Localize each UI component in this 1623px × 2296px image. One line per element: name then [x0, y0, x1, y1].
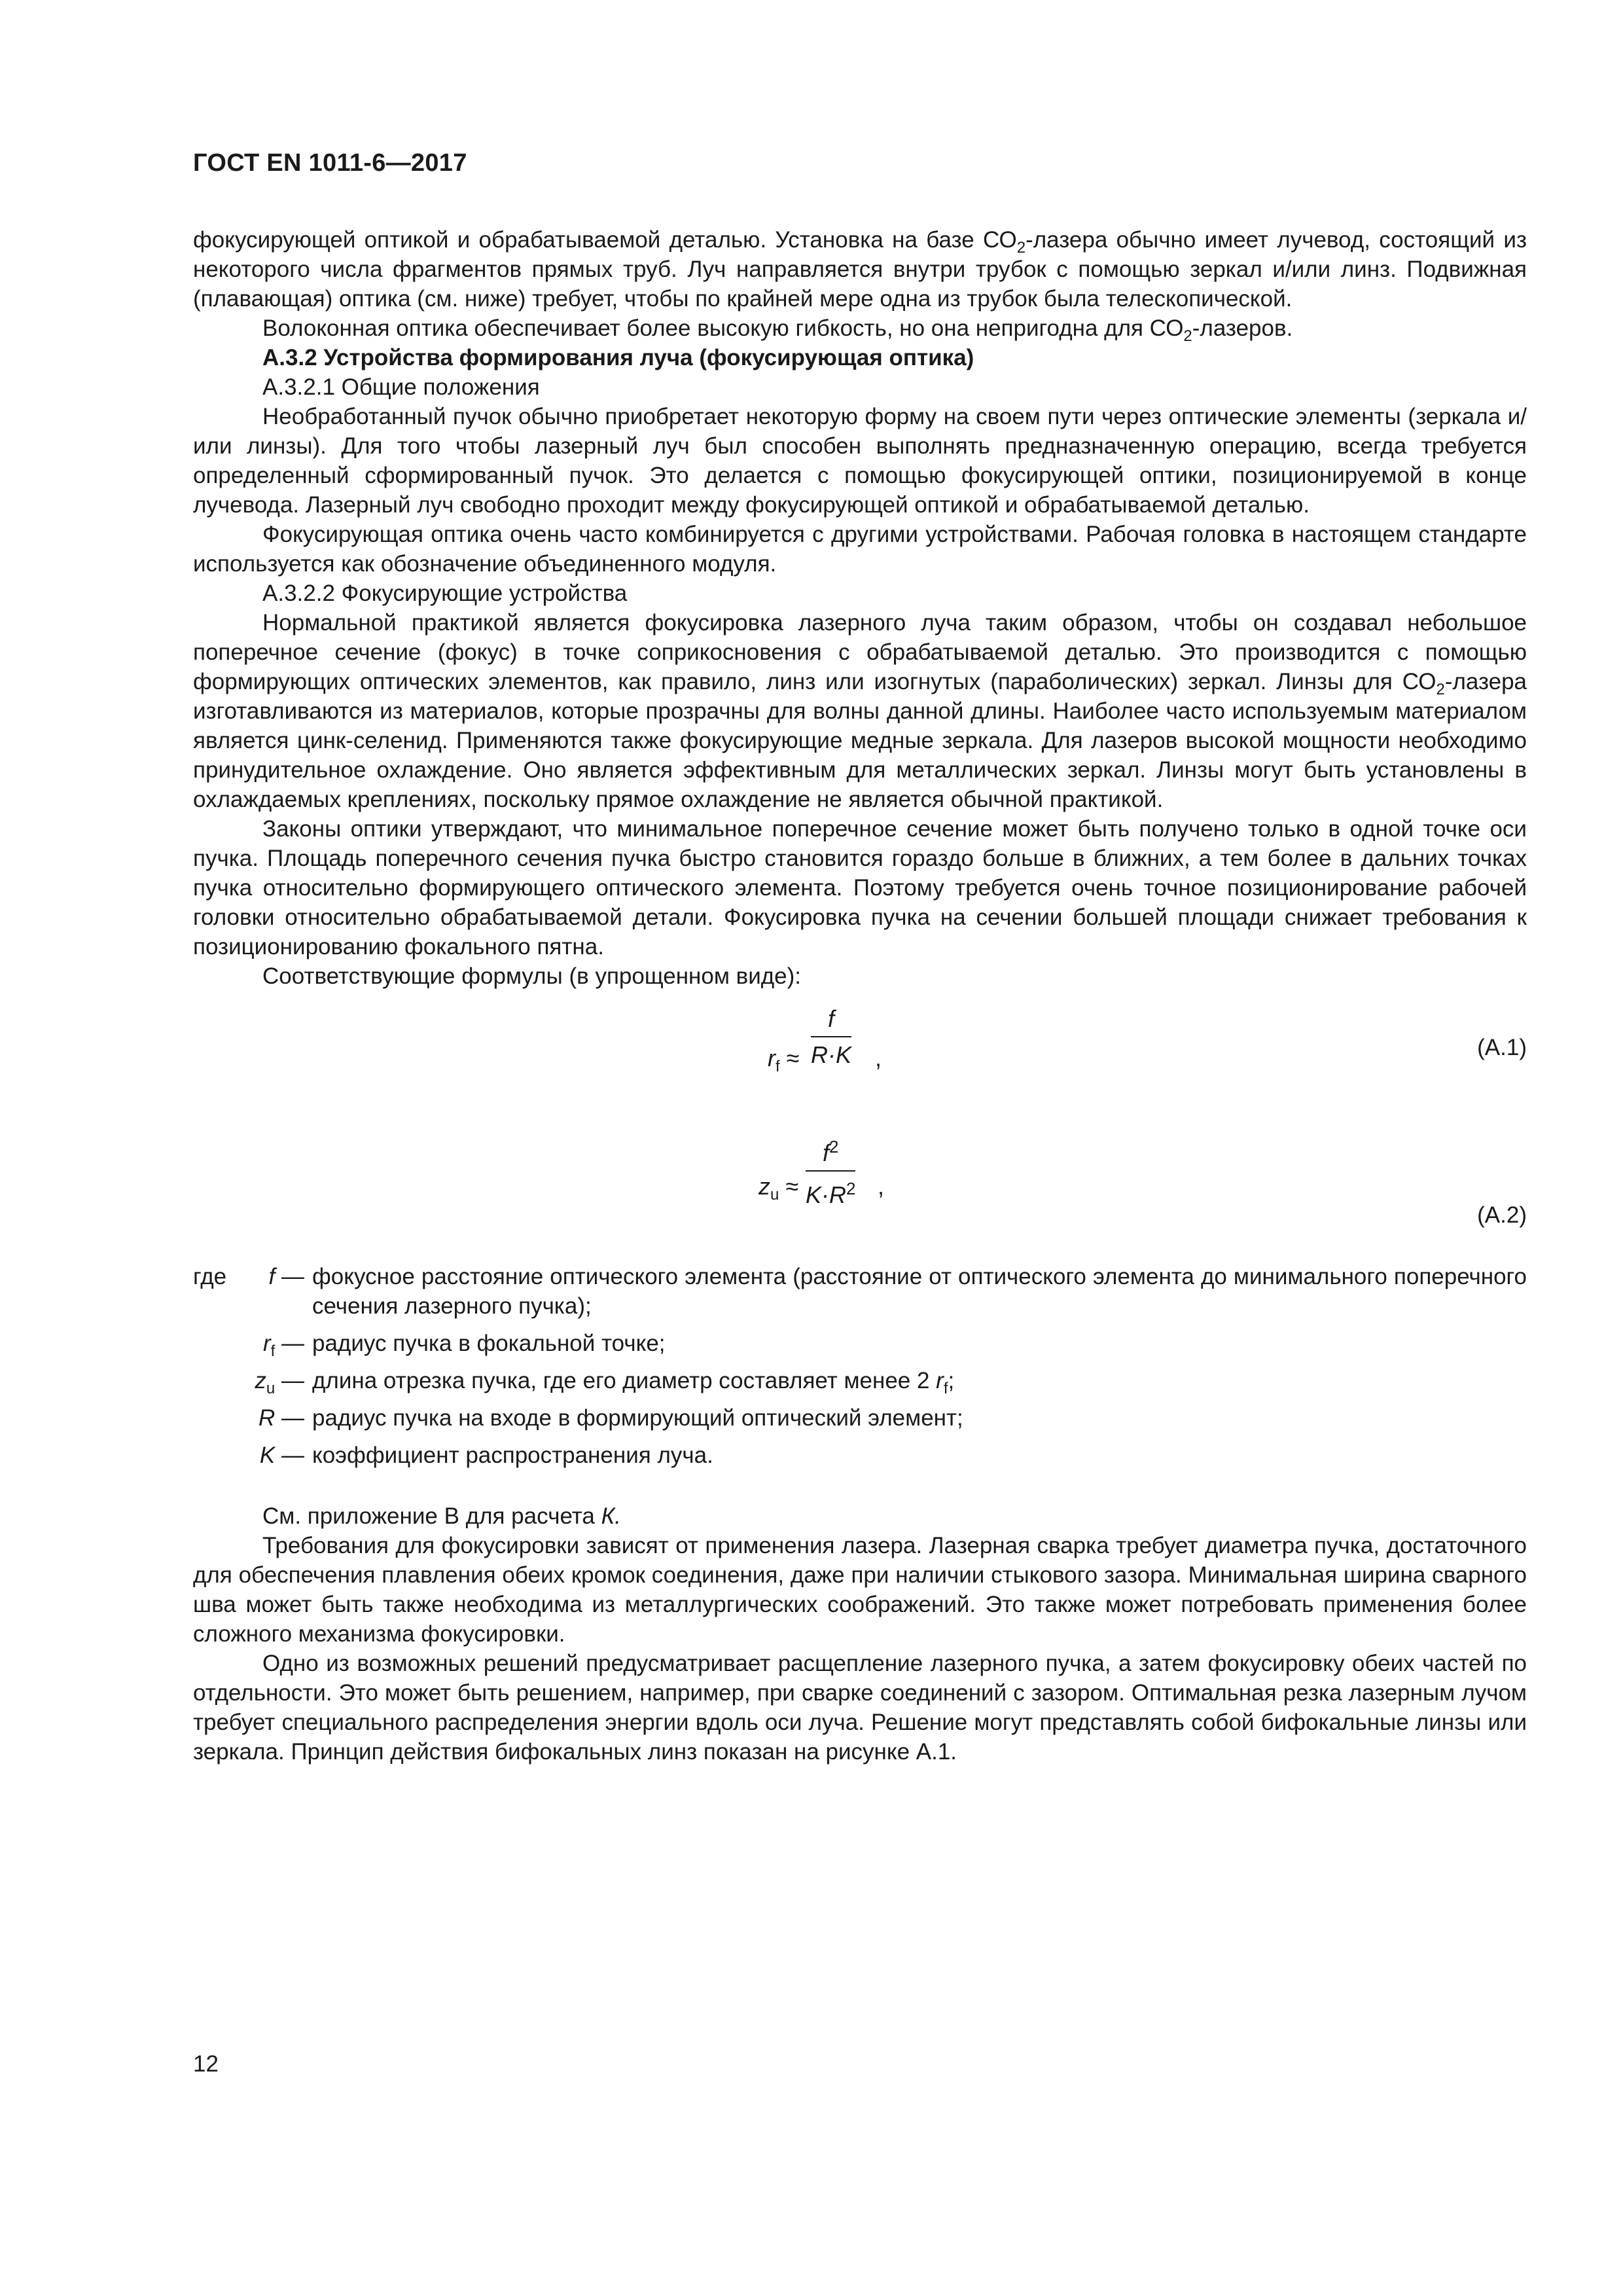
definition-item-rf: $r_f$ — радиус пучка в фокальной точке;: [262, 1331, 666, 1360]
subsection-heading-a321: А.3.2.1 Общие положения: [262, 374, 540, 400]
document-body: [193, 225, 1527, 1767]
subsection-heading-a322: А.3.2.2 Фокусирующие устройства: [262, 581, 628, 606]
definition-item-r: R — радиус пучка на входе в формирующий оптический элемент;: [258, 1405, 963, 1431]
paragraph: Нормальной практикой является фокусировка лазерного луча таким образом, чтобы он создавал небольшое поперечное сечение (фокус) в точке соприкосновения с обрабатываемой деталью. Это производится с помощью формирующих оптических элементов, как правило, линз или изогнутых (параболических) зеркал. Линзы для $СО_2$-лазера изготавливаются из материалов, которые прозрачны для волны данной длины. Наиболее часто используемым материалом является цинк-селенид. Применяются также фокусирующие медные зеркала. Для лазеров высокой мощности необходимо принудительное охлаждение. Оно является эффективным для металлических зеркал. Линзы могут быть установлены в охлаждаемых креплениях, поскольку прямое охлаждение не является обычной практикой.: [193, 610, 1527, 812]
document-page: [193, 0, 1527, 2296]
section-heading-a32: А.3.2 Устройства формирования луча (фокусирующая оптика): [262, 345, 974, 370]
page-number: 12: [193, 2051, 219, 2077]
paragraph: Волоконная оптика обеспечивает более высокую гибкость, но она непригодна для $СО_2$-лазеров.: [262, 315, 1293, 345]
paragraph: См. приложение В для расчета К.: [262, 1503, 621, 1529]
formula-a2-fraction: $\frac{f^2}{K\cdot R^2}$: [806, 1132, 855, 1210]
symbol-definitions: [193, 1262, 1527, 1470]
formula-a2-number: (А.2): [1477, 1202, 1527, 1228]
formula-a1-fraction: $\frac{f}{R\cdot K}$: [811, 1005, 851, 1068]
paragraph: Одно из возможных решений предусматривает расщепление лазерного пучка, а затем фокусировку обеих частей по отдельности. Это может быть решением, например, при сварке соединений с зазором. Оптимальная резка лазерным лучом требует специального распределения энергии вдоль оси луча. Решение могут представлять собой бифокальные линзы или зеркала. Принцип действия бифокальных линз показан на рисунке А.1.: [193, 1651, 1527, 1765]
paragraph: Необработанный пучок обычно приобретает некоторую форму на своем пути через оптические элементы (зеркала и/или линзы). Для того чтобы лазерный луч был способен выполнять предназначенную операцию, всегда требуется определенный сформированный пучок. Это делается с помощью фокусирующей оптики, позиционируемой в конце лучевода. Лазерный луч свободно проходит между фокусирующей оптикой и обрабатываемой деталью.: [193, 404, 1527, 518]
document-header-title: ГОСТ EN 1011-6—2017: [193, 149, 467, 177]
formula-a1: $r_f$ ≈ $\frac{f}{R\cdot K}$ , (А.1): [768, 1005, 1527, 1075]
formula-a2: $z_u$ ≈ $\frac{f^2}{K\cdot R^2}$ , (А.2): [193, 1132, 1527, 1262]
paragraph: Законы оптики утверждают, что минимальное поперечное сечение может быть получено только в одной точке оси пучка. Площадь поперечного сечения пучка быстро становится гораздо больше в ближних, а тем более в дальних точках пучка относительно формирующего оптического элемента. Поэтому требуется очень точное позиционирование рабочей головки относительно обрабатываемой детали. Фокусировка пучка на сечении большей площади снижает требования к позиционированию фокального пятна.: [193, 816, 1527, 960]
paragraph: Требования для фокусировки зависят от применения лазера. Лазерная сварка требует диаметра пучка, достаточного для обеспечения плавления обеих кромок соединения, даже при наличии стыкового зазора. Минимальная ширина сварного шва может быть также необходима из металлургических соображений. Это также может потребовать применения более сложного механизма фокусировки.: [193, 1533, 1527, 1647]
paragraph: Соответствующие формулы (в упрощенном виде):: [262, 963, 802, 989]
definition-item-f: где f — фокусное расстояние оптического элемента (расстояние от оптического элемента до минимального поперечного сечения лазерного пучка);: [193, 1264, 1527, 1319]
definition-item-k: K — коэффициент распространения луча.: [259, 1443, 713, 1468]
formula-a1-number: (А.1): [1477, 1035, 1527, 1060]
definition-item-zu: $z_u$ — длина отрезка пучка, где его диаметр составляет менее 2 $r_f$;: [255, 1368, 955, 1397]
paragraph: фокусирующей оптикой и обрабатываемой деталью. Установка на базе $СО_2$-лазера обычно имеет лучевод, состоящий из некоторого числа фрагментов прямых труб. Луч направляется внутри трубок с помощью зеркал и/или линз. Подвижная (плавающая) оптика (см. ниже) требует, чтобы по крайней мере одна из трубок была телескопической.: [193, 227, 1527, 312]
paragraph: Фокусирующая оптика очень часто комбинируется с другими устройствами. Рабочая головка в настоящем стандарте используется как обозначение объединенного модуля.: [193, 522, 1527, 577]
